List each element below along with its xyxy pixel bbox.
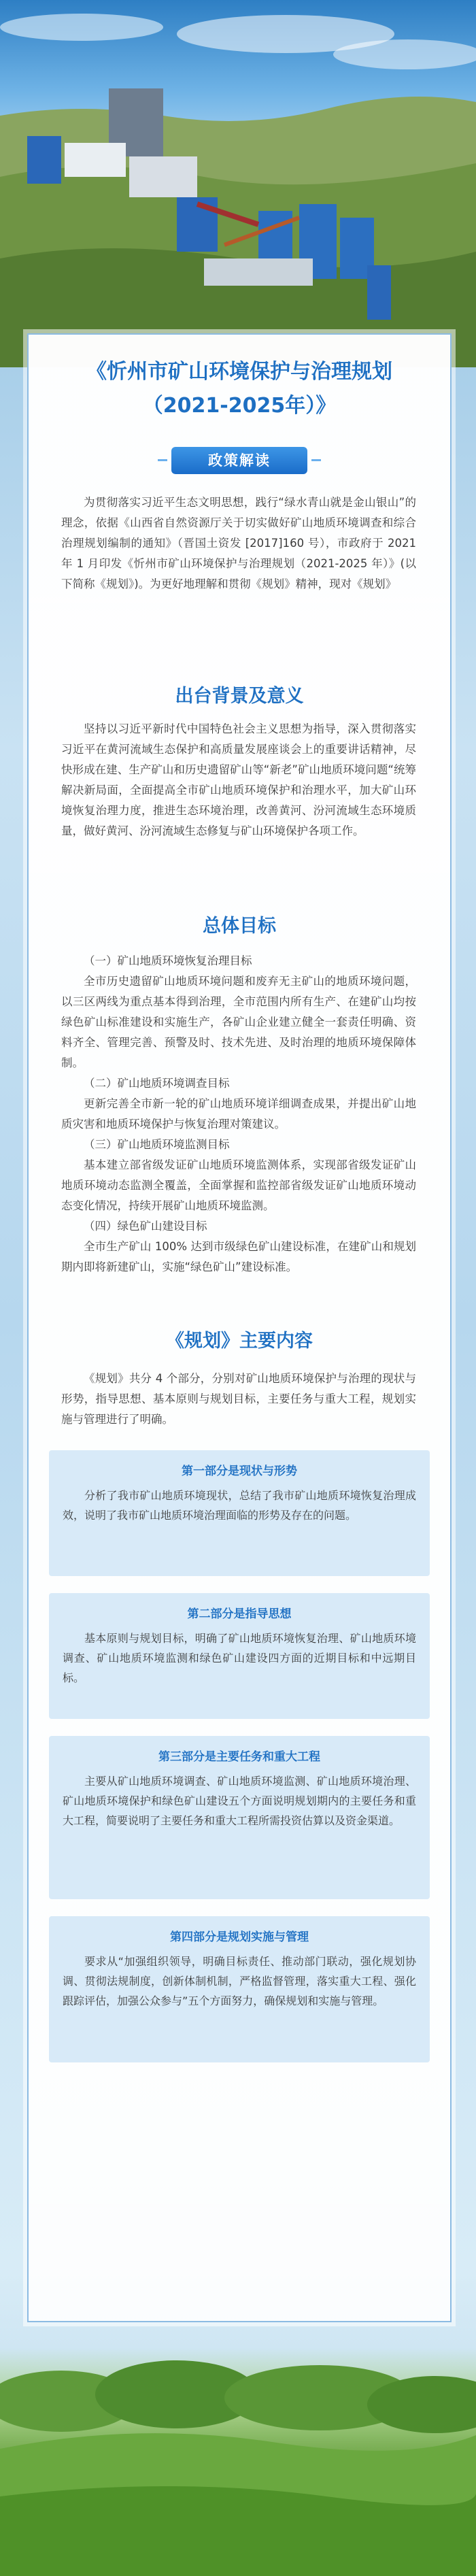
goal-text-1: 全市历史遗留矿山地质环境问题和废弃无主矿山的地质环境问题，以三区两线为重点基本得到治理，全市范围内所有生产、在建矿山均按绿色矿山标准建设和实施生产，各矿山企业建立健全一套责任明确、资料齐全、管理完善、预警及时、技术先进、及时治理的地质环境保障体制。 xyxy=(61,975,416,1069)
content-paragraph: 《规划》共分 4 个部分，分别对矿山地质环境保护与治理的现状与形势，指导思想、基本原则与规划目标，主要任务与重大工程，规划实施与管理进行了明确。 xyxy=(61,1372,416,1426)
goal-text-2: 更新完善全市新一轮的矿山地质环境详细调查成果，并提出矿山地质灾害和地质环境保护与恢复治理对策建议。 xyxy=(61,1097,416,1131)
part-title-4: 第四部分是规划实施与管理 xyxy=(170,1930,309,1944)
goal-text-4: 全市生产矿山 100% 达到市级绿色矿山建设标准，在建矿山和规划期内即将新建矿山，实施“绿色矿山”建设标准。 xyxy=(61,1240,416,1273)
part-box-4 xyxy=(49,1916,430,2062)
part-text-2: 基本原则与规划目标，明确了矿山地质环境恢复治理、矿山地质环境调查、矿山地质环境监测和绿色矿山建设四方面的近期目标和中远期目标。 xyxy=(63,1632,416,1684)
goal-label-1: （一）矿山地质环境恢复治理目标 xyxy=(84,954,252,967)
intro-paragraph: 为贯彻落实习近平生态文明思想，践行“绿水青山就是金山银山”的理念，依据《山西省自然资源厅关于切实做好矿山地质环境调查和综合治理规划编制的通知》（晋国土资发 [2017]160 号），市政府于 2021 年 1 月印发《忻州市矿山环境保护与治理规划（2021-2025 年）》(以下简称《规划》)。为更好地理解和贯彻《规划》精神，现对《规划》 xyxy=(61,496,416,590)
part-box-3 xyxy=(49,1736,430,1899)
goals-heading: 总体目标 xyxy=(203,916,276,937)
part-text-1: 分析了我市矿山地质环境现状，总结了我市矿山地质环境恢复治理成效，说明了我市矿山地质环境治理面临的形势及存在的问题。 xyxy=(63,1489,416,1522)
background-paragraph: 坚持以习近平新时代中国特色社会主义思想为指导，深入贯彻落实习近平在黄河流域生态保护和高质量发展座谈会上的重要讲话精神，尽快形成在建、生产矿山和历史遗留矿山等“新老”矿山地质环境问题“统筹解决新局面，全面提高全市矿山地质环境保护和治理水平，加大矿山环境恢复治理力度，推进生态环境治理，改善黄河、汾河流域生态环境质量，做好黄河、汾河流域生态修复与矿山环境保护各项工作。 xyxy=(61,722,416,837)
part-box-2 xyxy=(49,1593,430,1719)
background-heading: 出台背景及意义 xyxy=(175,686,304,707)
part-text-3: 主要从矿山地质环境调查、矿山地质环境监测、矿山地质环境治理、矿山地质环境保护和绿色矿山建设五个方面说明规划期内的主要任务和重大工程，简要说明了主要任务和重大工程所需投资估算以及资金渠道。 xyxy=(63,1775,416,1827)
goal-label-2: （二）矿山地质环境调查目标 xyxy=(84,1077,230,1090)
goal-label-4: （四）绿色矿山建设目标 xyxy=(84,1220,207,1233)
goal-text-3: 基本建立部省级发证矿山地质环境监测体系，实现部省级发证矿山地质环境动态监测全覆盖，全面掌握和监控部省级发证矿山地质环境动态变化情况，持续开展矿山地质环境监测。 xyxy=(61,1158,416,1212)
goal-label-3: （三）矿山地质环境监测目标 xyxy=(84,1138,230,1151)
policy-badge: 政策解读 xyxy=(171,447,307,474)
part-title-2: 第二部分是指导思想 xyxy=(187,1607,292,1621)
part-title-3: 第三部分是主要任务和重大工程 xyxy=(158,1750,320,1764)
content-heading: 《规划》主要内容 xyxy=(166,1331,313,1352)
policy-card xyxy=(27,333,452,2322)
part-box-1 xyxy=(49,1450,430,1576)
part-text-4: 要求从“加强组织领导，明确目标责任、推动部门联动，强化规划协调、贯彻法规制度，创新体制机制，严格监督管理，落实重大工程、强化跟踪评估，加强公众参与”五个方面努力，确保规划和实施与管理。 xyxy=(63,1955,416,2007)
coal-mine-aerial-photo xyxy=(0,0,476,367)
part-title-1: 第一部分是现状与形势 xyxy=(182,1465,297,1478)
page-title: 《忻州市矿山环境保护与治理规划（2021-2025年）》 xyxy=(86,360,392,418)
